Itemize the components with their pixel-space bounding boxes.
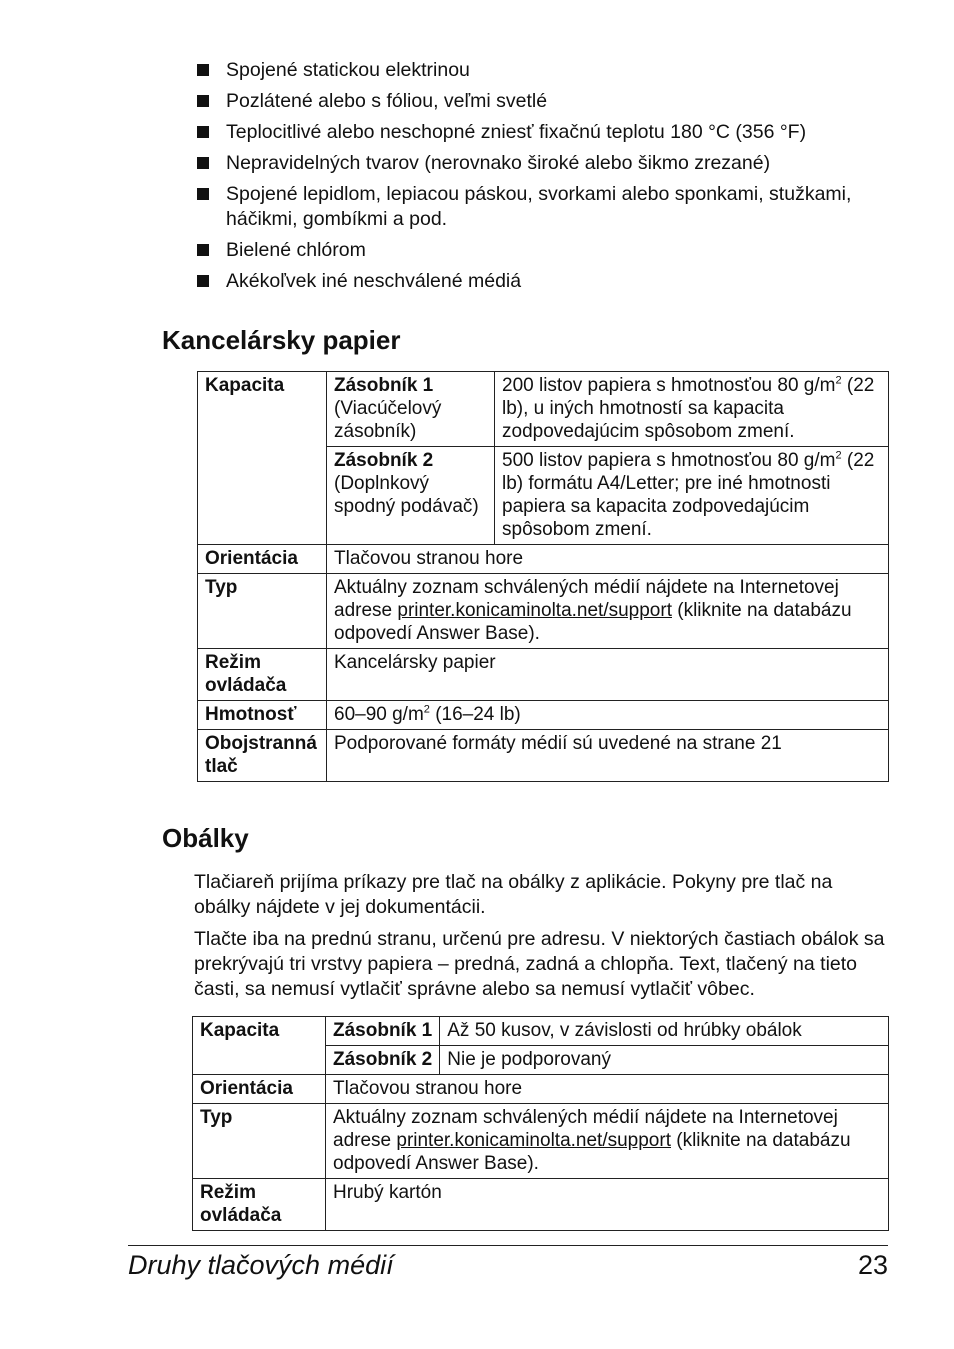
footer-divider bbox=[128, 1245, 888, 1246]
table-row bbox=[198, 372, 889, 447]
type-value: Aktuálny zoznam schválených médií nájdete na Internetovej adrese printer.konicaminolta.net/support (kliknite na databázu odpovedí Answer Base). bbox=[327, 574, 889, 649]
envelopes-paragraph-1: Tlačiareň prijíma príkazy pre tlač na obálky z aplikácie. Pokyny pre tlač na obálky nájdete v jej dokumentácii. bbox=[194, 871, 833, 918]
tray2-capacity: 500 listov papiera s hmotnosťou 80 $g/m^2$ (22 lb) formátu A4/Letter; pre iné hmotnosti papiera sa kapacita zodpovedajúcim spôsobom zmení. bbox=[495, 447, 889, 545]
tray2-label: Zásobník 2 bbox=[326, 1046, 440, 1075]
type-value: Aktuálny zoznam schválených médií nájdete na Internetovej adrese printer.konicaminolta.net/support (kliknite na databázu odpovedí Answer Base). bbox=[326, 1104, 889, 1179]
capacity-label: Kapacita bbox=[198, 372, 327, 545]
list-item: Spojené statickou elektrinou bbox=[196, 58, 856, 83]
orientation-value: Tlačovou stranou hore bbox=[326, 1075, 889, 1104]
tray1-capacity: Až 50 kusov, v závislosti od hrúbky obálok bbox=[440, 1017, 889, 1046]
page-number: 23 bbox=[857, 1250, 888, 1280]
footer-chapter-title: Druhy tlačových médií bbox=[128, 1250, 394, 1280]
table-row bbox=[193, 1104, 889, 1179]
duplex-value: Podporované formáty médií sú uvedené na strane 21 bbox=[327, 730, 889, 782]
section-heading-office-paper: Kancelársky papier bbox=[162, 325, 401, 355]
unsupported-media-list bbox=[196, 58, 856, 300]
table-row bbox=[198, 701, 889, 730]
tray1-label: Zásobník 1 bbox=[334, 375, 434, 396]
driver-mode-value: Hrubý kartón bbox=[326, 1179, 889, 1231]
weight-label: Hmotnosť bbox=[198, 701, 327, 730]
bullet-square-icon bbox=[197, 95, 209, 107]
envelopes-spec-table bbox=[192, 1016, 889, 1231]
bullet-square-icon bbox=[197, 244, 209, 256]
driver-mode-value: Kancelársky papier bbox=[327, 649, 889, 701]
support-link[interactable]: printer.konicaminolta.net/support bbox=[397, 600, 672, 621]
capacity-label: Kapacita bbox=[193, 1017, 326, 1075]
tray2-cell bbox=[327, 447, 495, 545]
list-item: Pozlátené alebo s fóliou, veľmi svetlé bbox=[196, 89, 856, 114]
table-row bbox=[198, 730, 889, 782]
type-label: Typ bbox=[193, 1104, 326, 1179]
bullet-square-icon bbox=[197, 188, 209, 200]
bullet-square-icon bbox=[197, 275, 209, 287]
table-row bbox=[193, 1075, 889, 1104]
tray2-capacity: Nie je podporovaný bbox=[440, 1046, 889, 1075]
bullet-square-icon bbox=[197, 64, 209, 76]
tray2-sub: (Doplnkový spodný podávač) bbox=[334, 473, 479, 517]
table-row bbox=[193, 1179, 889, 1231]
list-item: Spojené lepidlom, lepiacou páskou, svorkami alebo sponkami, stužkami, háčikmi, gombíkmi a pod. bbox=[196, 182, 856, 232]
list-item: Teplocitlivé alebo neschopné zniesť fixačnú teplotu 180 °C (356 °F) bbox=[196, 120, 856, 145]
section-heading-envelopes: Obálky bbox=[162, 823, 249, 853]
driver-mode-label: Režim ovládača bbox=[193, 1179, 326, 1231]
orientation-label: Orientácia bbox=[193, 1075, 326, 1104]
weight-value: 60–90 $g/m^2$ (16–24 lb) bbox=[327, 701, 889, 730]
driver-mode-label: Režim ovládača bbox=[198, 649, 327, 701]
bullet-square-icon bbox=[197, 157, 209, 169]
list-item: Akékoľvek iné neschválené médiá bbox=[196, 269, 856, 294]
support-link[interactable]: printer.konicaminolta.net/support bbox=[396, 1130, 671, 1151]
office-paper-spec-table bbox=[197, 371, 889, 782]
tray1-capacity: 200 listov papiera s hmotnosťou 80 $g/m^2$ (22 lb), u iných hmotností sa kapacita zodpovedajúcim spôsobom zmení. bbox=[495, 372, 889, 447]
tray2-label: Zásobník 2 bbox=[334, 450, 434, 471]
table-row bbox=[198, 574, 889, 649]
list-item: Bielené chlórom bbox=[196, 238, 856, 263]
tray1-label: Zásobník 1 bbox=[326, 1017, 440, 1046]
duplex-label: Obojstranná tlač bbox=[198, 730, 327, 782]
envelopes-paragraph-2: Tlačte iba na prednú stranu, určenú pre adresu. V niektorých častiach obálok sa prekrývajú tri vrstvy papiera – predná, zadná a chlopňa. Text, tlačený na tieto časti, sa nemusí vytlačiť správne alebo sa nemusí vytlačiť vôbec. bbox=[194, 928, 885, 1000]
orientation-value: Tlačovou stranou hore bbox=[327, 545, 889, 574]
tray1-sub: (Viacúčelový zásobník) bbox=[334, 398, 442, 442]
list-item: Nepravidelných tvarov (nerovnako široké alebo šikmo zrezané) bbox=[196, 151, 856, 176]
table-row bbox=[193, 1017, 889, 1046]
table-row bbox=[198, 545, 889, 574]
table-row bbox=[198, 649, 889, 701]
type-label: Typ bbox=[198, 574, 327, 649]
orientation-label: Orientácia bbox=[198, 545, 327, 574]
tray1-cell bbox=[327, 372, 495, 447]
bullet-square-icon bbox=[197, 126, 209, 138]
